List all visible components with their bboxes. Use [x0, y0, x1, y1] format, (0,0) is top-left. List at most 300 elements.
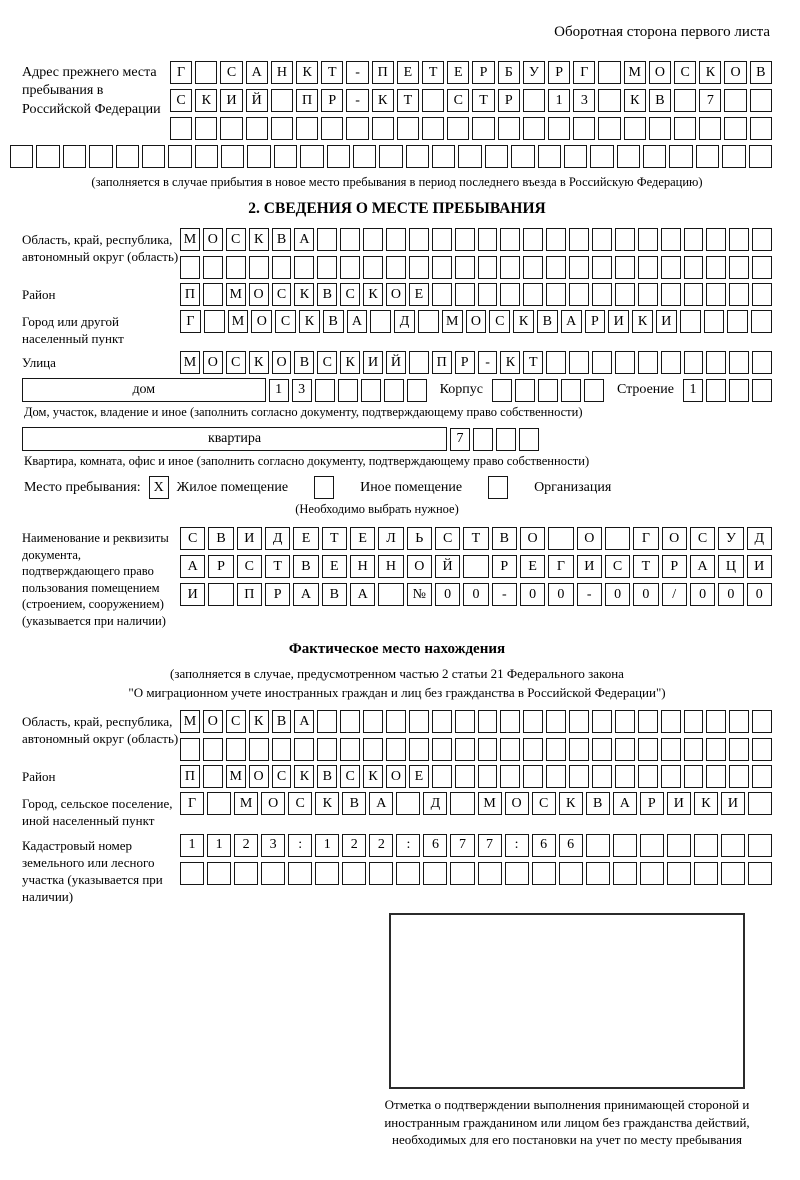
char-cell: С: [170, 89, 192, 112]
checkbox-other-premises: [314, 476, 334, 499]
house-caption: Дом, участок, владение и иное (заполнить согласно документу, подтверждающему право собственности): [24, 405, 583, 420]
char-cell: [195, 61, 217, 84]
char-cell: [523, 710, 543, 733]
char-cell: [724, 89, 746, 112]
char-cell: Р: [492, 555, 517, 578]
fact-note-2: "О миграционном учете иностранных граждан и лиц без гражданства в Российской Федерации"): [128, 685, 666, 701]
char-row: [170, 61, 772, 84]
char-cell: [473, 428, 493, 451]
char-cell: [592, 256, 612, 279]
char-cell: О: [249, 765, 269, 788]
char-cell: М: [228, 310, 249, 333]
char-cell: М: [624, 61, 646, 84]
char-cell: К: [340, 351, 360, 374]
char-cell: С: [317, 351, 337, 374]
char-cell: [706, 351, 726, 374]
char-cell: [661, 256, 681, 279]
char-cell: Ц: [718, 555, 743, 578]
char-cell: [372, 117, 394, 140]
stay-type-label: Место пребывания:: [24, 479, 141, 495]
fact-district-label: Район: [22, 769, 56, 785]
char-cell: С: [226, 228, 246, 251]
char-cell: 6: [423, 834, 447, 857]
char-row: [180, 583, 772, 606]
char-cell: [752, 256, 772, 279]
char-cell: [538, 145, 561, 168]
char-cell: А: [246, 61, 268, 84]
char-cell: [363, 228, 383, 251]
char-cell: И: [721, 792, 745, 815]
char-cell: [569, 738, 589, 761]
char-row: [170, 117, 772, 140]
char-cell: [638, 765, 658, 788]
char-cell: [478, 283, 498, 306]
char-cell: [500, 765, 520, 788]
prev-address-note: (заполняется в случае прибытия в новое место пребывания в период последнего въезда в Российскую Федерацию): [91, 175, 703, 189]
apartment-box: квартира: [22, 427, 447, 451]
char-cell: Г: [180, 310, 201, 333]
char-cell: [363, 256, 383, 279]
char-cell: [386, 738, 406, 761]
char-cell: Д: [394, 310, 415, 333]
char-cell: С: [690, 527, 715, 550]
char-cell: [203, 283, 223, 306]
char-cell: 6: [532, 834, 556, 857]
char-cell: 3: [573, 89, 595, 112]
char-cell: [598, 117, 620, 140]
char-cell: [546, 283, 566, 306]
char-cell: [338, 379, 358, 402]
checkbox-residential: X: [149, 476, 169, 499]
char-cell: 7: [450, 834, 474, 857]
korpus-label: Корпус: [439, 382, 483, 398]
char-cell: [455, 256, 475, 279]
char-cell: И: [237, 527, 262, 550]
char-cell: П: [296, 89, 318, 112]
char-cell: [447, 117, 469, 140]
char-cell: Р: [498, 89, 520, 112]
char-cell: Т: [472, 89, 494, 112]
char-cell: [538, 379, 558, 402]
char-cell: Е: [409, 283, 429, 306]
char-cell: [271, 89, 293, 112]
char-cell: [546, 256, 566, 279]
char-cell: 1: [548, 89, 570, 112]
char-cell: [407, 379, 427, 402]
char-cell: Т: [422, 61, 444, 84]
street-label: Улица: [22, 355, 56, 371]
char-cell: [706, 710, 726, 733]
char-cell: [500, 283, 520, 306]
char-cell: [661, 351, 681, 374]
char-cell: №: [407, 583, 432, 606]
char-cell: 1: [315, 834, 339, 857]
char-cell: 2: [234, 834, 258, 857]
char-cell: Р: [472, 61, 494, 84]
char-cell: Л: [378, 527, 403, 550]
char-cell: Е: [322, 555, 347, 578]
char-cell: [638, 256, 658, 279]
char-cell: [418, 310, 439, 333]
char-cell: [386, 228, 406, 251]
char-cell: К: [559, 792, 583, 815]
char-cell: К: [624, 89, 646, 112]
char-cell: [750, 117, 772, 140]
char-cell: [729, 738, 749, 761]
char-cell: [409, 351, 429, 374]
char-cell: У: [523, 61, 545, 84]
char-cell: И: [608, 310, 629, 333]
char-cell: Н: [350, 555, 375, 578]
char-cell: [204, 310, 225, 333]
char-cell: [523, 89, 545, 112]
char-cell: В: [317, 283, 337, 306]
char-cell: [592, 738, 612, 761]
char-cell: [89, 145, 112, 168]
char-cell: 0: [690, 583, 715, 606]
char-cell: О: [649, 61, 671, 84]
char-cell: [546, 710, 566, 733]
char-cell: Т: [397, 89, 419, 112]
apartment-caption: Квартира, комната, офис и иное (заполнить согласно документу, подтверждающему право собственности): [24, 454, 590, 469]
house-box: дом: [22, 378, 266, 402]
char-cell: -: [346, 89, 368, 112]
char-cell: [397, 117, 419, 140]
char-cell: Т: [322, 527, 347, 550]
char-cell: [559, 862, 583, 885]
char-cell: [727, 310, 748, 333]
char-cell: [195, 117, 217, 140]
char-cell: [584, 379, 604, 402]
char-cell: [752, 351, 772, 374]
char-cell: [729, 256, 749, 279]
char-cell: [369, 862, 393, 885]
char-cell: [505, 862, 529, 885]
char-cell: [409, 228, 429, 251]
char-cell: [496, 428, 516, 451]
cadastre-label: Кадастровый номер земельного или лесного участка (указывается при наличии): [22, 837, 163, 905]
char-cell: [363, 738, 383, 761]
char-cell: [478, 765, 498, 788]
char-cell: А: [561, 310, 582, 333]
char-row: [180, 765, 772, 788]
street-block: [22, 351, 772, 374]
char-cell: [458, 145, 481, 168]
char-cell: [317, 256, 337, 279]
char-cell: [386, 256, 406, 279]
char-cell: А: [294, 710, 314, 733]
char-cell: [640, 834, 664, 857]
char-cell: [569, 351, 589, 374]
char-cell: [226, 738, 246, 761]
city-block: [22, 310, 772, 347]
char-cell: [432, 256, 452, 279]
char-cell: [274, 145, 297, 168]
char-cell: [523, 228, 543, 251]
char-cell: [271, 117, 293, 140]
char-cell: Р: [548, 61, 570, 84]
fact-city-label: Город, сельское поселение, иной населенный пункт: [22, 796, 173, 829]
char-cell: П: [432, 351, 452, 374]
char-cell: [296, 117, 318, 140]
checkbox-organization: [488, 476, 508, 499]
char-cell: [561, 379, 581, 402]
char-cell: [592, 351, 612, 374]
char-cell: 1: [683, 379, 703, 402]
char-cell: 1: [269, 379, 289, 402]
char-cell: [363, 710, 383, 733]
char-cell: 7: [699, 89, 721, 112]
char-cell: Г: [548, 555, 573, 578]
char-cell: О: [251, 310, 272, 333]
char-row: [180, 862, 772, 885]
char-cell: [546, 765, 566, 788]
char-cell: [432, 710, 452, 733]
char-cell: С: [674, 61, 696, 84]
char-cell: 2: [369, 834, 393, 857]
char-cell: [615, 765, 635, 788]
stay-type-note: (Необходимо выбрать нужное): [295, 502, 459, 517]
char-cell: [684, 228, 704, 251]
char-cell: [315, 379, 335, 402]
char-cell: К: [294, 283, 314, 306]
char-cell: [569, 283, 589, 306]
char-cell: [569, 765, 589, 788]
char-cell: [699, 117, 721, 140]
char-cell: О: [261, 792, 285, 815]
char-cell: [729, 283, 749, 306]
char-cell: К: [363, 765, 383, 788]
char-cell: С: [340, 765, 360, 788]
char-cell: [661, 283, 681, 306]
char-cell: И: [180, 583, 205, 606]
char-cell: [396, 792, 420, 815]
char-cell: [203, 256, 223, 279]
char-cell: [315, 862, 339, 885]
char-cell: [511, 145, 534, 168]
char-cell: [729, 710, 749, 733]
char-cell: [605, 527, 630, 550]
char-cell: [432, 228, 452, 251]
char-cell: [195, 145, 218, 168]
char-cell: [564, 145, 587, 168]
char-cell: :: [288, 834, 312, 857]
char-cell: [455, 738, 475, 761]
char-cell: [615, 256, 635, 279]
char-row: [180, 351, 772, 374]
stroenie-label: Строение: [616, 382, 674, 398]
char-cell: А: [294, 228, 314, 251]
char-cell: [573, 117, 595, 140]
char-cell: В: [322, 583, 347, 606]
char-cell: 7: [478, 834, 502, 857]
char-cell: [485, 145, 508, 168]
char-cell: А: [369, 792, 393, 815]
char-cell: [478, 256, 498, 279]
char-cell: [346, 117, 368, 140]
char-cell: [729, 379, 749, 402]
char-cell: П: [180, 283, 200, 306]
char-cell: [615, 710, 635, 733]
char-cell: Й: [246, 89, 268, 112]
char-cell: [667, 834, 691, 857]
char-cell: [478, 710, 498, 733]
char-cell: [598, 89, 620, 112]
char-cell: Д: [747, 527, 772, 550]
char-cell: О: [203, 710, 223, 733]
char-cell: С: [237, 555, 262, 578]
option-residential-label: Жилое помещение: [176, 479, 289, 495]
char-cell: [455, 283, 475, 306]
char-cell: С: [272, 283, 292, 306]
char-cell: К: [500, 351, 520, 374]
char-cell: [317, 228, 337, 251]
char-row: [180, 527, 772, 550]
char-cell: [752, 738, 772, 761]
char-cell: [207, 862, 231, 885]
char-cell: [748, 834, 772, 857]
stay-type-row: [24, 476, 772, 499]
char-cell: И: [363, 351, 383, 374]
char-cell: [203, 765, 223, 788]
char-cell: К: [372, 89, 394, 112]
char-cell: В: [272, 228, 292, 251]
char-cell: [729, 765, 749, 788]
char-cell: [523, 256, 543, 279]
char-cell: 0: [605, 583, 630, 606]
char-cell: А: [613, 792, 637, 815]
prev-address-block: [22, 61, 772, 140]
char-cell: Б: [498, 61, 520, 84]
char-cell: [613, 834, 637, 857]
char-cell: С: [272, 765, 292, 788]
char-cell: [546, 351, 566, 374]
char-cell: [750, 89, 772, 112]
option-other-premises-label: Иное помещение: [360, 479, 463, 495]
char-cell: В: [649, 89, 671, 112]
char-cell: [674, 117, 696, 140]
char-cell: Р: [321, 89, 343, 112]
char-cell: С: [226, 710, 246, 733]
char-cell: [422, 89, 444, 112]
char-cell: У: [718, 527, 743, 550]
char-cell: П: [237, 583, 262, 606]
char-cell: [638, 351, 658, 374]
char-cell: [455, 710, 475, 733]
char-cell: К: [363, 283, 383, 306]
char-cell: :: [396, 834, 420, 857]
char-cell: [684, 256, 704, 279]
char-cell: С: [220, 61, 242, 84]
char-cell: Е: [409, 765, 429, 788]
char-cell: К: [632, 310, 653, 333]
char-cell: Г: [573, 61, 595, 84]
char-cell: 0: [435, 583, 460, 606]
char-cell: Е: [350, 527, 375, 550]
char-cell: [317, 738, 337, 761]
char-cell: [515, 379, 535, 402]
page-side-note: Оборотная сторона первого листа: [554, 24, 770, 40]
char-cell: [586, 834, 610, 857]
char-cell: В: [492, 527, 517, 550]
char-cell: [478, 228, 498, 251]
char-cell: [432, 145, 455, 168]
char-cell: [590, 145, 613, 168]
char-cell: [294, 738, 314, 761]
char-cell: [615, 283, 635, 306]
char-cell: [617, 145, 640, 168]
char-cell: К: [249, 351, 269, 374]
char-cell: В: [342, 792, 366, 815]
fact-title: Фактическое место нахождения: [288, 641, 506, 658]
char-cell: [669, 145, 692, 168]
char-cell: С: [435, 527, 460, 550]
char-cell: [615, 738, 635, 761]
char-cell: К: [299, 310, 320, 333]
char-cell: [340, 738, 360, 761]
char-cell: И: [656, 310, 677, 333]
char-row: [180, 710, 772, 733]
char-cell: [170, 117, 192, 140]
char-cell: О: [520, 527, 545, 550]
char-cell: 0: [718, 583, 743, 606]
char-cell: [592, 765, 612, 788]
char-cell: [624, 117, 646, 140]
char-cell: Д: [423, 792, 447, 815]
char-cell: М: [180, 710, 200, 733]
document-label: Наименование и реквизиты документа, подтверждающего право пользования помещением (строением, сооружением) (указывается при наличии): [22, 531, 169, 628]
char-row: [170, 89, 772, 112]
char-cell: [684, 765, 704, 788]
char-cell: [500, 228, 520, 251]
char-cell: [455, 765, 475, 788]
fact-city-block: [22, 792, 772, 829]
char-cell: [361, 379, 381, 402]
char-cell: [247, 145, 270, 168]
char-cell: [180, 738, 200, 761]
house-row: [22, 378, 772, 402]
char-cell: Н: [271, 61, 293, 84]
char-cell: [684, 351, 704, 374]
char-cell: [500, 710, 520, 733]
char-cell: -: [478, 351, 498, 374]
char-cell: [752, 710, 772, 733]
prev-address-label: Адрес прежнего места пребывания в Российской Федерации: [22, 65, 161, 117]
region-block: [22, 228, 772, 279]
section2-title: 2. СВЕДЕНИЯ О МЕСТЕ ПРЕБЫВАНИЯ: [248, 200, 546, 217]
char-cell: [272, 738, 292, 761]
char-cell: К: [249, 710, 269, 733]
char-cell: [752, 379, 772, 402]
char-cell: [640, 862, 664, 885]
char-cell: [406, 145, 429, 168]
char-cell: [10, 145, 33, 168]
char-cell: [340, 710, 360, 733]
char-cell: Е: [447, 61, 469, 84]
char-row: [180, 228, 772, 251]
char-cell: [340, 256, 360, 279]
char-cell: [674, 89, 696, 112]
char-cell: [142, 145, 165, 168]
char-cell: Т: [463, 527, 488, 550]
char-cell: [450, 862, 474, 885]
char-cell: [751, 310, 772, 333]
char-cell: [592, 228, 612, 251]
char-cell: [684, 738, 704, 761]
char-cell: [523, 765, 543, 788]
char-cell: 1: [180, 834, 204, 857]
char-cell: В: [323, 310, 344, 333]
